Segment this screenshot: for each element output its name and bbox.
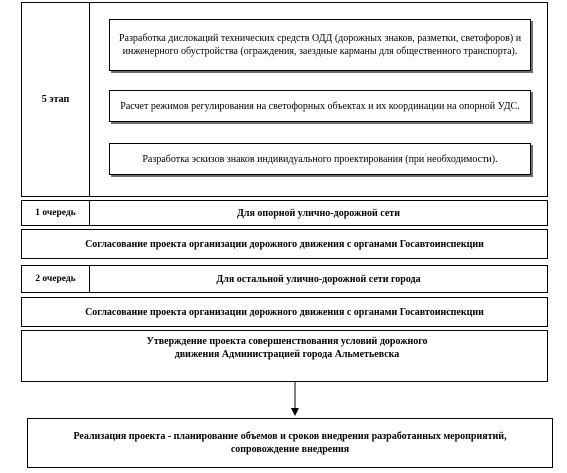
queue-1-row: [21, 200, 548, 226]
approval-1-text: Согласование проекта организации дорожного движения с органами Госавтоинспекции: [85, 238, 484, 250]
approval-2-text: Согласование проекта организации дорожного движения с органами Госавтоинспекции: [85, 306, 484, 318]
final-approval-row: [21, 330, 548, 382]
final-approval-text: Утверждение проекта совершенствования условий дорожного движения Администрацией города Альметьевска: [146, 336, 428, 360]
task-signal-timing-box: Расчет режимов регулирования на светофорных объектах и их координации на опорной УДС.: [109, 90, 531, 122]
stage-5-block: [21, 2, 548, 197]
stage-divider: [89, 3, 90, 196]
queue-2-row: [21, 265, 548, 293]
task-sign-sketches-box: Разработка эскизов знаков индивидуального проектирования (при необходимости).: [109, 143, 531, 175]
task-dislocation-box: Разработка дислокаций технических средств ОДД (дорожных знаков, разметки, светофоров) и инженерного обустройства (ограждения, заездные карманы для общественного транспорта).: [109, 19, 531, 71]
approval-1-row: [21, 229, 548, 259]
implementation-text: Реализация проекта - планирование объемов и сроков внедрения разработанных мероприятий, сопровождение внедрения: [73, 431, 507, 455]
queue-1-text: Для опорной улично-дорожной сети: [237, 207, 400, 219]
queue-2-label: 2 очередь: [35, 273, 76, 284]
queue-2-text: Для остальной улично-дорожной сети города: [216, 273, 421, 285]
queue-1-label: 1 очередь: [35, 207, 76, 218]
stage-label: 5 этап: [41, 94, 70, 105]
approval-2-row: [21, 297, 548, 327]
implementation-box: [27, 418, 553, 468]
